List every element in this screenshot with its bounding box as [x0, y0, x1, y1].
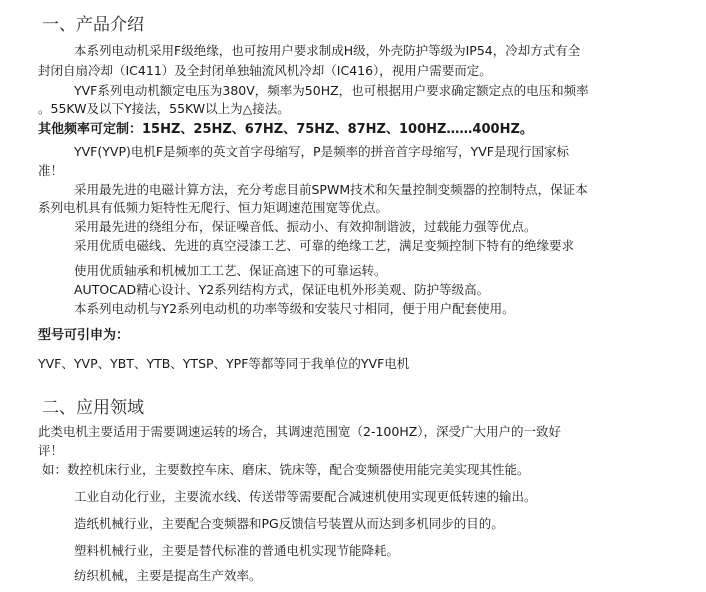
- application-item-paper: 造纸机械行业，主要配合变频器和PG反馈信号装置从而达到多机同步的目的。: [74, 516, 504, 531]
- intro-heading: 一、产品介绍: [42, 15, 144, 35]
- application-item-textile: 纺织机械，主要是提高生产效率。: [74, 568, 262, 583]
- alias-text: YVF、YVP、YBT、YTB、YTSP、YPF等都等同于我单位的YVF电机: [38, 356, 410, 371]
- intro-para1-line1: 本系列电动机采用F级绝缘，也可按用户要求制成H级，外壳防护等级为IP54，冷却方式有全: [74, 43, 581, 58]
- intro-para2-line1: YVF系列电动机额定电压为380V，频率为50HZ，也可根据用户要求确定额定点的电压和频率: [74, 83, 589, 98]
- intro-para1-line2: 封闭自扇冷却（IC411）及全封闭单独轴流风机冷却（IC416），视用户需要而定。: [38, 63, 492, 78]
- intro-para7: 使用优质轴承和机械加工工艺、保证高速下的可靠运转。: [74, 263, 387, 278]
- intro-para9: 本系列电动机与Y2系列电动机的功率等级和安装尺寸相同，便于用户配套使用。: [74, 301, 515, 316]
- custom-frequency-note: 其他频率可定制：15HZ、25HZ、67HZ、75HZ、87HZ、100HZ……400HZ。: [38, 122, 533, 137]
- intro-para3-line2: 准！: [38, 163, 64, 178]
- intro-para2-line2: 。55KW及以下Y接法，55KW以上为△接法。: [38, 101, 290, 116]
- intro-para5: 采用最先进的绕组分布，保证噪音低、振动小、有效抑制谐波，过载能力强等优点。: [74, 219, 537, 234]
- application-item-cnc: 如：数控机床行业，主要数控车床、磨床、铣床等，配合变频器使用能完美实现其性能。: [42, 462, 530, 477]
- application-item-plastic: 塑料机械行业，主要是替代标准的普通电机实现节能降耗。: [74, 543, 400, 558]
- intro-para4-line1: 采用最先进的电磁计算方法，充分考虑目前SPWM技术和矢量控制变频器的控制特点，保证本: [74, 182, 588, 197]
- applications-para1-line2: 评！: [38, 443, 64, 458]
- application-item-automation: 工业自动化行业，主要流水线、传送带等需要配合减速机使用实现更低转速的输出。: [74, 489, 537, 504]
- applications-heading: 二、应用领域: [42, 398, 144, 418]
- applications-para1-line1: 此类电机主要适用于需要调速运转的场合，其调速范围宽（2-100HZ），深受广大用户的一致好: [38, 424, 562, 439]
- intro-para4-line2: 系列电机具有低频力矩特性无爬行、恒力矩调速范围宽等优点。: [38, 200, 389, 215]
- intro-para3-line1: YVF(YVP)电机F是频率的英文首字母缩写，P是频率的拼音首字母缩写，YVF是现行国家标: [74, 144, 569, 159]
- intro-para6: 采用优质电磁线、先进的真空浸漆工艺、可靠的绝缘工艺，满足变频控制下特有的绝缘要求: [74, 238, 575, 253]
- intro-para8: AUTOCAD精心设计、Y2系列结构方式，保证电机外形美观、防护等级高。: [74, 282, 490, 297]
- alias-label: 型号可引申为：: [38, 328, 130, 343]
